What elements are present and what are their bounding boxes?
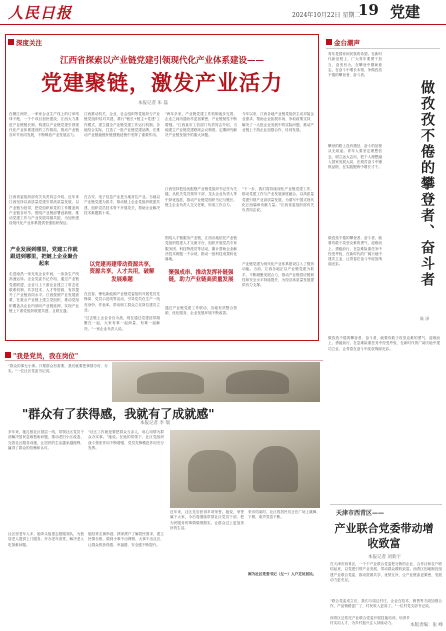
bottom-article-photo [170,430,320,508]
feature-col3-para4: 通过产业链党建工作联动，各地有效整合资源、优化服务，企业发展环境不断改善。 [165,306,237,316]
section-marker-icon [8,39,14,45]
feature-section-label: 深度关注 [16,38,42,47]
bottom-intro: "群众的事无小事。只要群众有需要，我们就要把事情办好、办实。"一位社区党委书记说。 [8,364,108,374]
feature-col2-para1: 江西推动机关、企业、社会组织等党组织与产业链党组织结对共建，推行"链长+链主+党建"工作模式，建立健全产业链党建工作运行机制。各地结合实际，打造了一批产业链党建品牌，在推动产业链稳链补链强链延链中发挥了重要作用。 [84,112,160,138]
commentary-section-label: 金台潮声 [334,38,360,47]
commentary-byline: 陈 泽 [420,316,430,321]
feature-col3-para1: "两年多来，产业链党建工作机制逐步完善，企业之间沟通协作更加紧密，产业链韧性不断增强。"江西某市工信部门负责同志介绍，当地建立产业链党建联席会议制度，定期研究解决产业链发展中的重大问题。 [165,112,237,138]
commentary-para2: 攀登的路上没有捷径，奋斗的征程从无坦途。青年人要坚定理想信念，树立远大志向，把个人理想融入国家发展大局，在艰苦奋斗中锤炼品格，在实践锻炼中增长才干。 [328,144,382,170]
commentary-title: 做孜孜不倦的攀登者、奋斗者 [419,80,435,288]
feature-col4-para1: 今年以来，江西各地产业链党组织主动对接企业需求，帮助企业拓展市场、争取政策支持，解决了一大批企业发展中的实际问题，推动产业链上下游企业加强合作、协同发展。 [242,112,314,132]
bottom-photo-caption: 图为社区党委书记（左一）入户走访居民。 [248,572,317,576]
feature-col2-para4: "过去链上企业各自为战，现在通过党建纽带凝聚在一起，大家有事一起商量、有难一起解决。"一家企业负责人说。 [84,316,160,331]
commentary-para1: 青年是国家和民族的希望。在新时代新征程上，广大青年要勇于担当、奋发有为，在攀登中磨砺意志，在奋斗中增长本领，争做孜孜不倦的攀登者、奋斗者。 [328,52,382,78]
feature-pull-quote-1: 以党建再建带动资源共享，资源共享，人才共用，破解发展难题 [89,262,155,283]
section-marker-icon [326,39,332,45]
commentary-continued: 做孜孜不倦的攀登者、奋斗者，就要有敢于攻坚克难的勇气，迎难而上、勇毅前行，在急难险重任务中经受考验，在新时代的广阔天地中建功立业，让青春在奋斗中绽放绚丽光彩。 [328,336,440,351]
feature-headline: 党建聚链，激发产业活力 [41,70,283,95]
feature-col1-para2: 江西省委组织部有关负责同志介绍，近年来江西坚持以高质量党建引领高质量发展，以产业链为纽带，把党组织和党的工作覆盖到产业链各环节，围绕产业链部署创新链，推动党建工作与产业发展同频共振，为加快建设现代化产业体系提供坚强组织保证。 [9,195,79,226]
tianjin-headline: 产业联合党委带动增收致富 [334,522,434,550]
bottom-col3-para1: 近年来，社区先后获得多项荣誉。她说，荣誉属于大家，今后将继续带领社区党员干部，把为民服务的事情做细做实，让群众过上更加美好的生活。 [170,510,244,530]
tianjin-para1: 在天津市西青区，一个个产业联合党委把分散的企业、合作社和农户联结起来，以党建引领产业发展，带动群众增收致富。西青区因地制宜组建产业联合党委，推动资源共享、优势互补，让产业链条更紧密、发展动力更充足。 [330,562,442,582]
newspaper-logo: 人民日报 [8,4,73,22]
page-number: 19 [358,1,379,19]
feature-col1-para3: 走进南昌一家光电企业车间，一条条生产线高速运转。企业党委书记介绍，通过产业链党建联盟，企业与上下游企业建立了常态化联系机制，共享技术、人才等资源，有效提升了产业链协同水平。江西按照产业发展需要，在重点产业链上建立党组织，推动党组织覆盖从企业内部向产业链延伸，实现产业链上下游党组织联建共建、互联互通。 [9,272,79,314]
feature-kicker: 江西省探索以产业链党建引领现代化产业体系建设—— [59,56,264,66]
tianjin-para2: "联合党委成立后，我们与周边村庄、企业在技术、销售等方面加强合作，产品销路更广了，村民收入更高了。"一位村党支部书记说。 [330,599,442,609]
feature-col2-para3: 在宜春，锂电新能源产业链党委组织开展党员先锋岗、党员示范线等活动，引导党员在生产一线亮身份、作表率，带动职工群众立足岗位建功立业。 [84,292,160,312]
bottom-col2-para1: "社区工作就是要把群众当亲人，用心用情为群众办实事。"她说。在她的带领下，社区党组织战斗堡垒作用不断增强，党员先锋模范作用充分发挥。 [88,430,164,450]
feature-byline: 本报记者 朱 磊 [138,101,168,106]
issue-date: 2024年10月22日 星期二 [292,12,361,19]
divider [326,48,440,49]
bottom-col1-para1: 多年来，她扎根社区基层一线，带领社区党员干部解决居民急难愁盼问题，推动老旧小区改造、完善社区服务设施，让居民的生活越来越便利，赢得了群众的信赖和认可。 [8,430,84,450]
bottom-col2-para2: 她经常走街串巷，挨家挨户了解居民需求，建立民情台账，做到小事不出网格、大事不出社区，让群众的获得感、幸福感、安全感不断提升。 [88,532,164,547]
feature-col2-para2: 在吉安，电子信息产业是当地首位产业。当地以产业链党建为抓手，推动链上企业党组织联建共建，组织党员技术骨干开展攻关，帮助企业解决技术难题数十项。 [84,195,160,215]
tianjin-para3: 西青区还依托产业联合党委开展技能培训，培养乡村实用人才，为乡村振兴注入持续动力。 [330,616,410,626]
feature-col3-para3: 围绕人才链服务产业链，江西各地依托产业链党组织搭建人才交流平台，组织开展党员专家服务团、科技特派员等活动，累计帮助企业解决技术难题一千余项，推动一批科技成果转化落地。 [165,236,237,262]
feature-pull-quote-2: 聚强成串、推动发挥补链强链，助力产业链高质量发展 [168,270,234,284]
tianjin-section-tag: 天津市西青区—— [336,510,385,517]
bottom-byline: 本报记者 李 瑞 [140,421,170,426]
page-editor-note: 本版责编：张 峰 [410,623,443,628]
divider [330,504,442,505]
feature-subhead-1: 产业发展到哪里，党建工作就跟进到哪里，把链上企业聚合起来 [10,247,78,268]
page-section-title: 党建 [390,3,421,21]
section-marker-icon [5,352,11,358]
feature-col4-para2: "下一步，我们将持续深化产业链党建工作，推动党建工作与产业发展深度融合，以高质量党建引领产业高质量发展，为谱写中国式现代化江西篇章贡献力量。"江西省委组织部有关负责同志说。 [242,187,314,213]
commentary-section-tag [326,38,360,46]
tianjin-byline: 本报记者 刘新宇 [368,555,401,560]
bottom-banner-photo [112,362,320,402]
bottom-col3-para2: 采访结束时，社区的居民们正在广场上跳舞、下棋，欢声笑语不断。 [248,510,320,520]
bottom-section-tag [5,350,323,361]
feature-section-tag [8,38,42,46]
bottom-section-label: "我是党员，我在岗位" [13,351,79,360]
bottom-col1-para2: 社区里老年人多，她牵头组建志愿服务队，为独居老人提供上门服务，开办老年食堂，解决老人吃饭难问题。 [8,532,84,547]
feature-col3-para2: 江西坚持把选优配强产业链党组织书记作为关键，从机关党员领导干部、龙头企业负责人等中择优选派，推动产业链党组织书记与链长、链主企业负责人交叉任职，形成工作合力。 [165,187,237,207]
feature-col4-para3: 产业链党建为现代化产业体系建设注入了强劲动能。当前，江西各地正以产业链党建为抓手，不断凝聚发展合力，推动产业链供应链韧性和安全水平持续提升，为经济高质量发展提供有力支撑。 [242,262,314,288]
bottom-headline: "群众有了获得感，我就有了成就感" [22,407,215,421]
commentary-para3: 做孜孜不倦的攀登者、奋斗者，就要有敢于攻坚克难的勇气，迎难而上、勇毅前行，在急难险重任务中经受考验，在新时代的广阔天地中建功立业，让青春在奋斗中绽放绚丽光彩。 [328,236,382,267]
feature-col1-para1: 在赣江两岸，一家家企业生产线上的订单络绎不绝，一个个项目加快建设，江西大力推进产业链链长制，构建以产业链党建引领现代化产业体系建设的工作格局，推动产业链各环节协同发展，不断释放产业发展活力。 [9,112,79,138]
